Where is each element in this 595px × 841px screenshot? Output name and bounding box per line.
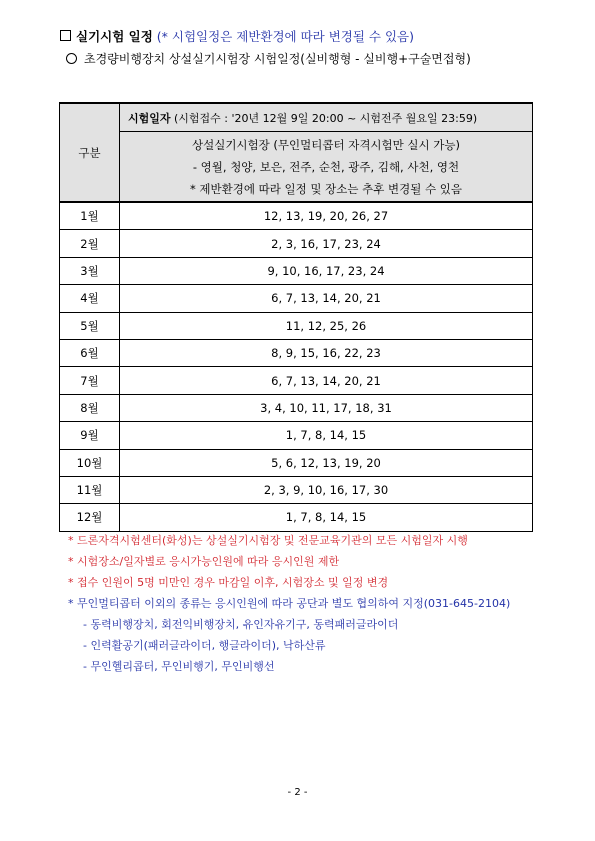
days-cell: 12, 13, 19, 20, 26, 27 xyxy=(120,202,533,230)
month-cell: 1월 xyxy=(60,202,120,230)
table-row xyxy=(60,367,533,394)
place-line: - 영월, 청양, 보은, 전주, 순천, 광주, 김해, 사천, 영천 xyxy=(192,159,460,174)
table-row xyxy=(60,339,533,366)
place-header xyxy=(120,132,533,203)
days-cell: 3, 4, 10, 11, 17, 18, 31 xyxy=(120,394,533,421)
date-header xyxy=(120,103,533,132)
days-cell: 9, 10, 16, 17, 23, 24 xyxy=(120,257,533,284)
month-cell: 7월 xyxy=(60,367,120,394)
table-row xyxy=(60,476,533,503)
page-number: - 2 - xyxy=(287,787,308,798)
days-cell: 2, 3, 16, 17, 23, 24 xyxy=(120,230,533,257)
month-cell: 2월 xyxy=(60,230,120,257)
note-red: * 드론자격시험센터(화성)는 상설실기시험장 및 전문교육기관의 모든 시험일자 시행 xyxy=(68,534,468,547)
date-header-detail: (시험접수 : '20년 12월 9일 20:00 ~ 시험전주 월요일 23:59) xyxy=(170,111,478,125)
days-cell: 1, 7, 8, 14, 15 xyxy=(120,422,533,449)
days-cell: 1, 7, 8, 14, 15 xyxy=(120,504,533,531)
checkbox-square-icon xyxy=(60,30,71,41)
month-cell: 4월 xyxy=(60,285,120,312)
table-row xyxy=(60,394,533,421)
month-cell: 9월 xyxy=(60,422,120,449)
table-row xyxy=(60,202,533,230)
note-red: * 접수 인원이 5명 미만인 경우 마감일 이후, 시험장소 및 일정 변경 xyxy=(68,576,389,589)
month-cell: 8월 xyxy=(60,394,120,421)
month-cell: 12월 xyxy=(60,504,120,531)
month-cell: 6월 xyxy=(60,339,120,366)
note-sub-item: - 무인헬리콥터, 무인비행기, 무인비행선 xyxy=(83,660,275,673)
section-title-note: (* 시험일정은 제반환경에 따라 변경될 수 있음) xyxy=(156,29,414,44)
place-line: 상설실기시험장 (무인멀티콥터 자격시험만 실시 가능) xyxy=(192,137,460,152)
note-blue: * 무인멀티콥터 이외의 종류는 응시인원에 따라 공단과 별도 협의하여 지정(031-645-2104) xyxy=(68,597,511,610)
table-row xyxy=(60,449,533,476)
month-cell: 10월 xyxy=(60,449,120,476)
place-line: * 제반환경에 따라 일정 및 장소는 추후 변경될 수 있음 xyxy=(190,181,462,196)
date-header-label: 시험일자 xyxy=(128,111,171,125)
section-title-main: 실기시험 일정 xyxy=(76,29,153,44)
note-red: * 시험장소/일자별로 응시가능인원에 따라 응시인원 제한 xyxy=(68,555,340,568)
table-row xyxy=(60,312,533,339)
month-cell: 5월 xyxy=(60,312,120,339)
subtitle xyxy=(66,50,471,67)
days-cell: 6, 7, 13, 14, 20, 21 xyxy=(120,367,533,394)
note-sub-item: - 동력비행장치, 회전익비행장치, 유인자유기구, 동력패러글라이더 xyxy=(83,618,399,631)
table-row xyxy=(60,285,533,312)
month-cell: 11월 xyxy=(60,476,120,503)
table-row xyxy=(60,504,533,531)
days-cell: 6, 7, 13, 14, 20, 21 xyxy=(120,285,533,312)
days-cell: 2, 3, 9, 10, 16, 17, 30 xyxy=(120,476,533,503)
month-cell: 3월 xyxy=(60,257,120,284)
days-cell: 8, 9, 15, 16, 22, 23 xyxy=(120,339,533,366)
table-row xyxy=(60,257,533,284)
col-header-category: 구분 xyxy=(60,103,120,202)
circle-bullet-icon xyxy=(66,53,77,64)
days-cell: 5, 6, 12, 13, 19, 20 xyxy=(120,449,533,476)
section-title xyxy=(60,27,414,45)
subtitle-text: 초경량비행장치 상설실기시험장 시험일정(실비행형 - 실비행+구술면접형) xyxy=(84,52,471,66)
days-cell: 11, 12, 25, 26 xyxy=(120,312,533,339)
notes-block xyxy=(68,530,510,677)
table-row xyxy=(60,422,533,449)
schedule-table xyxy=(59,102,533,532)
note-sub-item: - 인력활공기(패러글라이더, 행글라이더), 낙하산류 xyxy=(83,639,326,652)
table-row xyxy=(60,230,533,257)
